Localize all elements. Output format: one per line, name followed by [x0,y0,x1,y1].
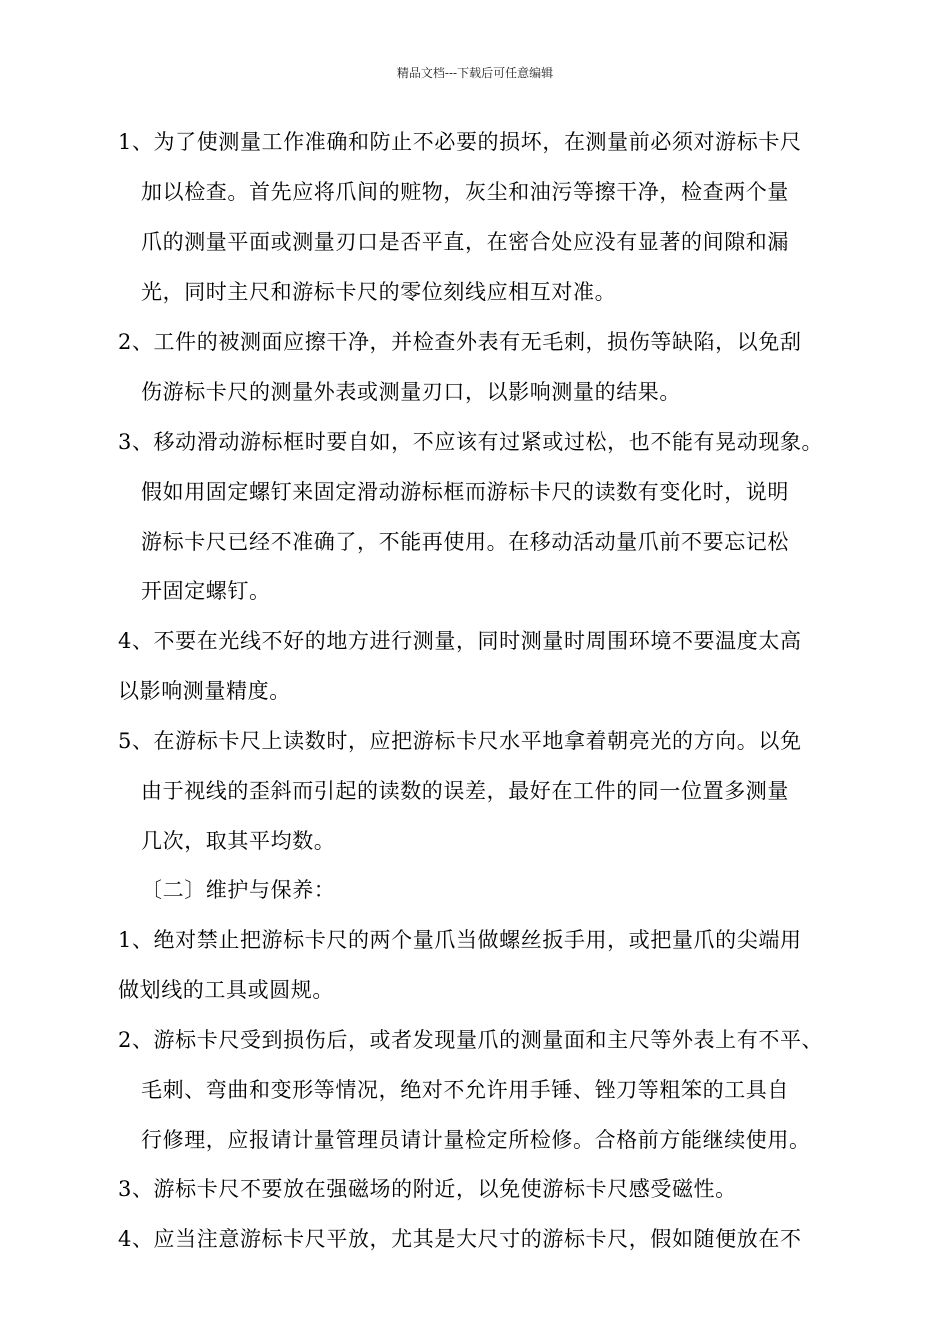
text-line: 游标卡尺已经不准确了，不能再使用。在移动活动量爪前不要忘记松 [141,530,789,554]
page-header: 精品文档---下载后可任意编辑 [396,66,554,80]
text-line: 假如用固定螺钉来固定滑动游标框而游标卡尺的读数有变化时，说明 [141,480,789,504]
text-line: 几次，取其平均数。 [141,829,336,853]
text-line: 3、移动滑动游标框时要自如，不应该有过紧或过松，也不能有晃动现象。 [118,430,824,454]
text-line: 爪的测量平面或测量刃口是否平直，在密合处应没有显著的间隙和漏 [141,230,789,254]
text-line: 开固定螺钉。 [141,579,271,603]
text-line: 2、游标卡尺受到损伤后，或者发现量爪的测量面和主尺等外表上有不平、 [118,1028,824,1052]
text-line: 3、游标卡尺不要放在强磁场的附近，以免使游标卡尺感受磁性。 [118,1177,737,1201]
text-line: 4、不要在光线不好的地方进行测量，同时测量时周围环境不要温度太高 [118,629,802,653]
text-line: 由于视线的歪斜而引起的读数的误差，最好在工件的同一位置多测量 [141,779,789,803]
text-line: 4、应当注意游标卡尺平放，尤其是大尺寸的游标卡尺，假如随便放在不 [118,1227,802,1251]
text-line: 光，同时主尺和游标卡尺的零位刻线应相互对准。 [141,280,617,304]
text-line: 做划线的工具或圆规。 [118,978,334,1002]
text-line: 以影响测量精度。 [118,679,291,703]
text-line: 加以检查。首先应将爪间的赃物，灰尘和油污等擦干净，检查两个量 [141,180,789,204]
text-line: 1、绝对禁止把游标卡尺的两个量爪当做螺丝扳手用，或把量爪的尖端用 [118,928,802,952]
text-line: 5、在游标卡尺上读数时，应把游标卡尺水平地拿着朝亮光的方向。以免 [118,729,802,753]
text-line: 2、工件的被测面应擦干净，并检查外表有无毛刺，损伤等缺陷，以免刮 [118,330,802,354]
text-line: 毛刺、弯曲和变形等情况，绝对不允许用手锤、锉刀等粗笨的工具自 [141,1078,789,1102]
text-line: 1、为了使测量工作准确和防止不必要的损坏，在测量前必须对游标卡尺 [118,130,802,154]
text-line: 伤游标卡尺的测量外表或测量刃口，以影响测量的结果。 [141,380,681,404]
section-heading: 〔二〕维护与保养： [141,878,336,902]
text-line: 行修理，应报请计量管理员请计量检定所检修。合格前方能继续使用。 [141,1128,811,1152]
